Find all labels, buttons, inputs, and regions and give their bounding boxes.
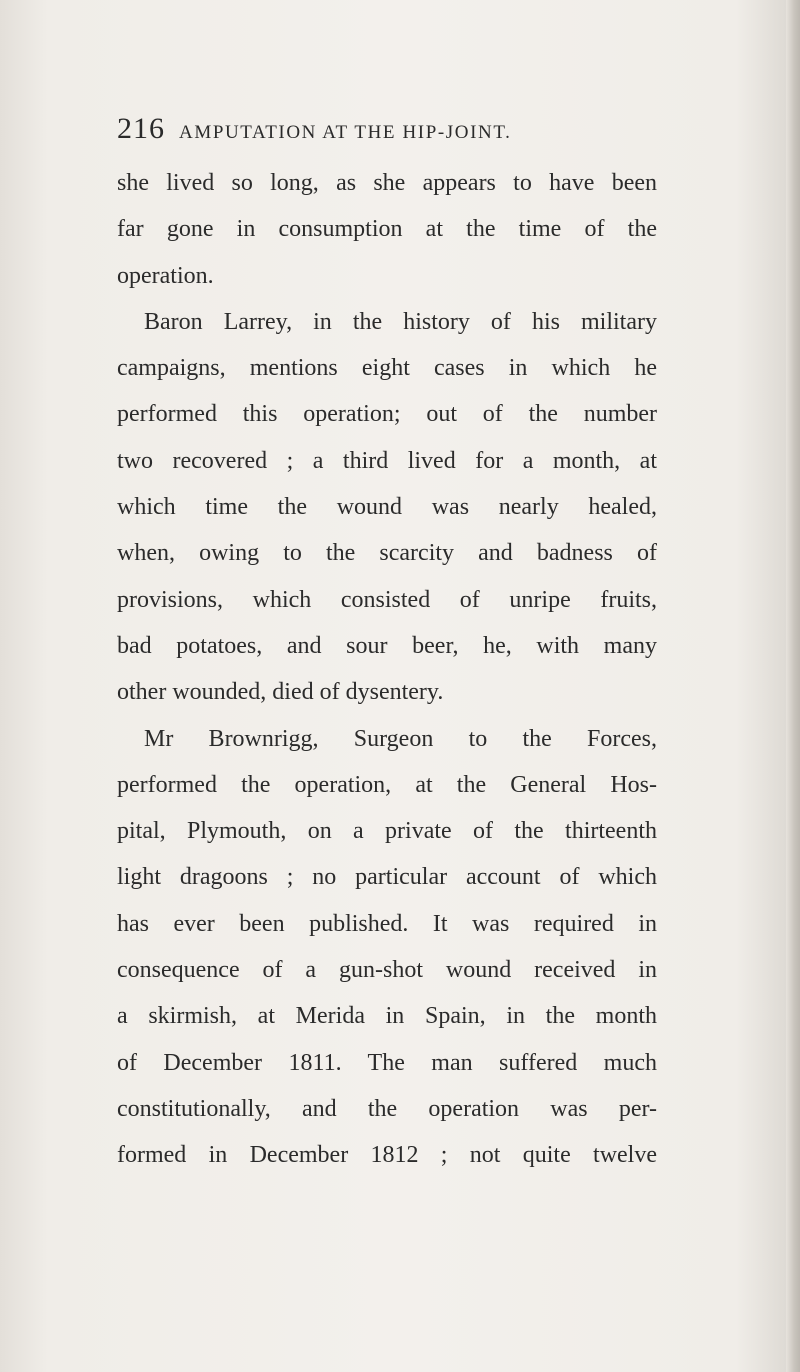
text-line: other wounded, died of dysentery. (117, 679, 444, 706)
text-line: she lived so long, as she appears to have been (117, 170, 657, 196)
page-number: 216 (117, 112, 165, 145)
text-line: a skirmish, at Merida in Spain, in the month (117, 1003, 657, 1030)
text-line: operation. (117, 262, 214, 289)
text-line: two recovered ; a third lived for a month, at (117, 447, 657, 474)
text-line: constitutionally, and the operation was per- (117, 1095, 657, 1122)
text-line: pital, Plymouth, on a private of the thirteenth (117, 818, 657, 845)
page-edge-shadow (786, 0, 800, 1372)
text-line: Baron Larrey, in the history of his military (144, 308, 657, 335)
text-line: performed this operation; out of the number (117, 401, 657, 428)
text-line: has ever been published. It was required in (117, 910, 657, 937)
running-title: AMPUTATION AT THE HIP-JOINT. (179, 122, 512, 143)
text-line: Mr Brownrigg, Surgeon to the Forces, (144, 725, 657, 752)
text-line: bad potatoes, and sour beer, he, with many (117, 632, 657, 659)
text-line: far gone in consumption at the time of the (117, 216, 657, 243)
text-line: campaigns, mentions eight cases in which he (117, 355, 657, 382)
text-line: performed the operation, at the General Hos- (117, 771, 657, 798)
text-line: consequence of a gun-shot wound received in (117, 957, 657, 984)
text-line: provisions, which consisted of unripe fruits, (117, 586, 657, 613)
text-line: formed in December 1812 ; not quite twelve (117, 1142, 657, 1169)
text-line: light dragoons ; no particular account of which (117, 864, 657, 891)
text-line: which time the wound was nearly healed, (117, 494, 657, 521)
running-head (117, 112, 677, 162)
body-text (117, 160, 657, 1179)
text-line: when, owing to the scarcity and badness of (117, 540, 657, 567)
text-line: of December 1811. The man suffered much (117, 1049, 657, 1076)
